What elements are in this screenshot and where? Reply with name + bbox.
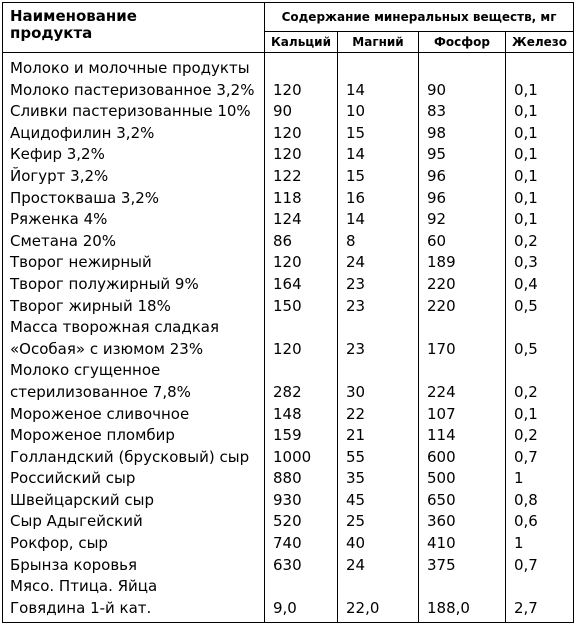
iron-cell: 0,4 xyxy=(514,274,538,293)
product-name-cell: Говядина 1-й кат. xyxy=(10,598,152,617)
calcium-cell xyxy=(273,576,337,598)
magnesium-cell: 25 xyxy=(346,512,366,531)
product-name-cell: Мясо. Птица. Яйца xyxy=(10,577,158,596)
header-calcium: Кальций xyxy=(265,32,338,53)
header-product-name-line2: продукта xyxy=(10,24,93,42)
magnesium-cell: 45 xyxy=(346,490,366,509)
magnesium-cell: 55 xyxy=(346,447,366,466)
product-name-cell: Российский сыр xyxy=(10,469,136,488)
iron-cell: 1 xyxy=(514,534,524,553)
magnesium-cell: 30 xyxy=(346,382,366,401)
magnesium-cell: 14 xyxy=(346,145,366,164)
iron-column xyxy=(506,53,574,623)
header-iron: Железо xyxy=(506,32,574,53)
calcium-cell: 148 xyxy=(273,404,302,423)
iron-cell: 0,6 xyxy=(514,512,538,531)
magnesium-cell xyxy=(346,58,418,80)
calcium-cell xyxy=(273,317,337,339)
product-name-cell: Творог нежирный xyxy=(10,253,152,272)
magnesium-cell: 21 xyxy=(346,426,366,445)
iron-cell xyxy=(514,576,573,598)
iron-cell: 0,3 xyxy=(514,253,538,272)
calcium-cell: 930 xyxy=(273,490,302,509)
magnesium-cell: 10 xyxy=(346,102,366,121)
phosphorus-cell: 375 xyxy=(427,555,456,574)
phosphorus-cell: 96 xyxy=(427,188,447,207)
magnesium-cell: 24 xyxy=(346,253,366,272)
iron-cell: 0,1 xyxy=(514,210,538,229)
phosphorus-cell xyxy=(427,360,505,382)
iron-cell: 0,2 xyxy=(514,426,538,445)
phosphorus-cell: 98 xyxy=(427,123,447,142)
calcium-cell xyxy=(273,360,337,382)
minerals-table xyxy=(2,2,574,623)
magnesium-cell: 40 xyxy=(346,534,366,553)
iron-cell: 0,2 xyxy=(514,382,538,401)
calcium-cell: 9,0 xyxy=(273,598,297,617)
calcium-cell: 122 xyxy=(273,166,302,185)
phosphorus-cell: 96 xyxy=(427,166,447,185)
calcium-cell: 150 xyxy=(273,296,302,315)
iron-cell: 1 xyxy=(514,469,524,488)
product-name-cell: Голландский (брусковый) сыр xyxy=(10,447,250,466)
product-name-cell: стерилизованное 7,8% xyxy=(10,382,191,401)
magnesium-cell: 15 xyxy=(346,123,366,142)
calcium-cell: 120 xyxy=(273,339,302,358)
magnesium-cell: 22,0 xyxy=(346,598,380,617)
header-magnesium: Магний xyxy=(338,32,419,53)
phosphorus-cell: 224 xyxy=(427,382,456,401)
calcium-cell: 124 xyxy=(273,210,302,229)
header-row-top xyxy=(3,3,574,32)
calcium-cell: 630 xyxy=(273,555,302,574)
header-phosphorus: Фосфор xyxy=(419,32,506,53)
iron-cell: 0,1 xyxy=(514,102,538,121)
product-name-cell: Мороженое пломбир xyxy=(10,426,175,445)
calcium-cell: 120 xyxy=(273,123,302,142)
iron-cell: 0,8 xyxy=(514,490,538,509)
product-name-cell: Брынза коровья xyxy=(10,555,138,574)
magnesium-cell: 22 xyxy=(346,404,366,423)
iron-cell: 0,1 xyxy=(514,404,538,423)
product-name-cell: Сливки пастеризованные 10% xyxy=(10,102,251,121)
magnesium-cell: 16 xyxy=(346,188,366,207)
product-name-cell: Простокваша 3,2% xyxy=(10,188,160,207)
calcium-cell: 118 xyxy=(273,188,302,207)
product-name-cell: «Особая» с изюмом 23% xyxy=(10,339,204,358)
calcium-cell: 282 xyxy=(273,382,302,401)
calcium-cell: 90 xyxy=(273,102,293,121)
phosphorus-cell: 189 xyxy=(427,253,456,272)
phosphorus-cell: 220 xyxy=(427,274,456,293)
table-body-row xyxy=(3,53,574,623)
product-name-cell: Швейцарский сыр xyxy=(10,490,154,509)
magnesium-cell xyxy=(346,317,418,339)
product-name-cell: Молоко и молочные продукты xyxy=(10,59,250,77)
product-name-cell: Йогурт 3,2% xyxy=(10,166,109,185)
magnesium-cell: 23 xyxy=(346,296,366,315)
calcium-cell xyxy=(273,58,337,80)
calcium-cell: 164 xyxy=(273,274,302,293)
calcium-cell: 1000 xyxy=(273,447,312,466)
phosphorus-cell: 170 xyxy=(427,339,456,358)
phosphorus-column xyxy=(419,53,506,623)
phosphorus-cell: 188,0 xyxy=(427,598,470,617)
magnesium-column xyxy=(338,53,419,623)
calcium-cell: 86 xyxy=(273,231,293,250)
iron-cell xyxy=(514,317,573,339)
iron-cell xyxy=(514,58,573,80)
phosphorus-cell: 92 xyxy=(427,210,447,229)
product-name-cell: Ацидофилин 3,2% xyxy=(10,123,155,142)
phosphorus-cell: 107 xyxy=(427,404,456,423)
product-name-cell: Ряженка 4% xyxy=(10,210,108,229)
calcium-cell: 159 xyxy=(273,426,302,445)
phosphorus-cell xyxy=(427,58,505,80)
product-name-column xyxy=(3,53,265,623)
calcium-cell: 880 xyxy=(273,469,302,488)
iron-cell: 2,7 xyxy=(514,598,538,617)
magnesium-cell: 23 xyxy=(346,339,366,358)
phosphorus-cell: 410 xyxy=(427,534,456,553)
magnesium-cell: 14 xyxy=(346,210,366,229)
product-name-cell: Мороженое сливочное xyxy=(10,404,190,423)
magnesium-cell: 8 xyxy=(346,231,356,250)
product-name-cell: Молоко пастеризованное 3,2% xyxy=(10,80,255,99)
product-name-cell: Кефир 3,2% xyxy=(10,145,105,164)
magnesium-cell: 24 xyxy=(346,555,366,574)
calcium-cell: 120 xyxy=(273,145,302,164)
magnesium-cell: 23 xyxy=(346,274,366,293)
phosphorus-cell: 220 xyxy=(427,296,456,315)
calcium-column xyxy=(265,53,338,623)
iron-cell: 0,7 xyxy=(514,447,538,466)
phosphorus-cell xyxy=(427,317,505,339)
magnesium-cell: 14 xyxy=(346,80,366,99)
phosphorus-cell: 600 xyxy=(427,447,456,466)
calcium-cell: 740 xyxy=(273,534,302,553)
phosphorus-cell xyxy=(427,576,505,598)
phosphorus-cell: 114 xyxy=(427,426,456,445)
phosphorus-cell: 500 xyxy=(427,469,456,488)
phosphorus-cell: 83 xyxy=(427,102,447,121)
iron-cell: 0,1 xyxy=(514,145,538,164)
product-name-cell: Масса творожная сладкая xyxy=(10,318,220,337)
magnesium-cell xyxy=(346,576,418,598)
phosphorus-cell: 360 xyxy=(427,512,456,531)
calcium-cell: 120 xyxy=(273,80,302,99)
iron-cell: 0,1 xyxy=(514,188,538,207)
calcium-cell: 520 xyxy=(273,512,302,531)
iron-cell: 0,2 xyxy=(514,231,538,250)
magnesium-cell xyxy=(346,360,418,382)
header-mineral-group: Содержание минеральных веществ, мг xyxy=(265,3,574,32)
iron-cell xyxy=(514,360,573,382)
iron-cell: 0,5 xyxy=(514,296,538,315)
product-name-cell: Творог жирный 18% xyxy=(10,296,171,315)
header-product-name-line1: Наименование xyxy=(10,7,137,25)
iron-cell: 0,1 xyxy=(514,123,538,142)
product-name-cell: Рокфор, сыр xyxy=(10,534,108,553)
product-name-cell: Творог полужирный 9% xyxy=(10,274,199,293)
iron-cell: 0,5 xyxy=(514,339,538,358)
phosphorus-cell: 60 xyxy=(427,231,447,250)
phosphorus-cell: 650 xyxy=(427,490,456,509)
phosphorus-cell: 95 xyxy=(427,145,447,164)
iron-cell: 0,7 xyxy=(514,555,538,574)
product-name-cell: Сыр Адыгейский xyxy=(10,512,143,531)
magnesium-cell: 15 xyxy=(346,166,366,185)
header-product-name xyxy=(3,3,265,53)
product-name-cell: Сметана 20% xyxy=(10,231,117,250)
iron-cell: 0,1 xyxy=(514,166,538,185)
calcium-cell: 120 xyxy=(273,253,302,272)
product-name-cell: Молоко сгущенное xyxy=(10,361,161,380)
iron-cell: 0,1 xyxy=(514,80,538,99)
magnesium-cell: 35 xyxy=(346,469,366,488)
phosphorus-cell: 90 xyxy=(427,80,447,99)
